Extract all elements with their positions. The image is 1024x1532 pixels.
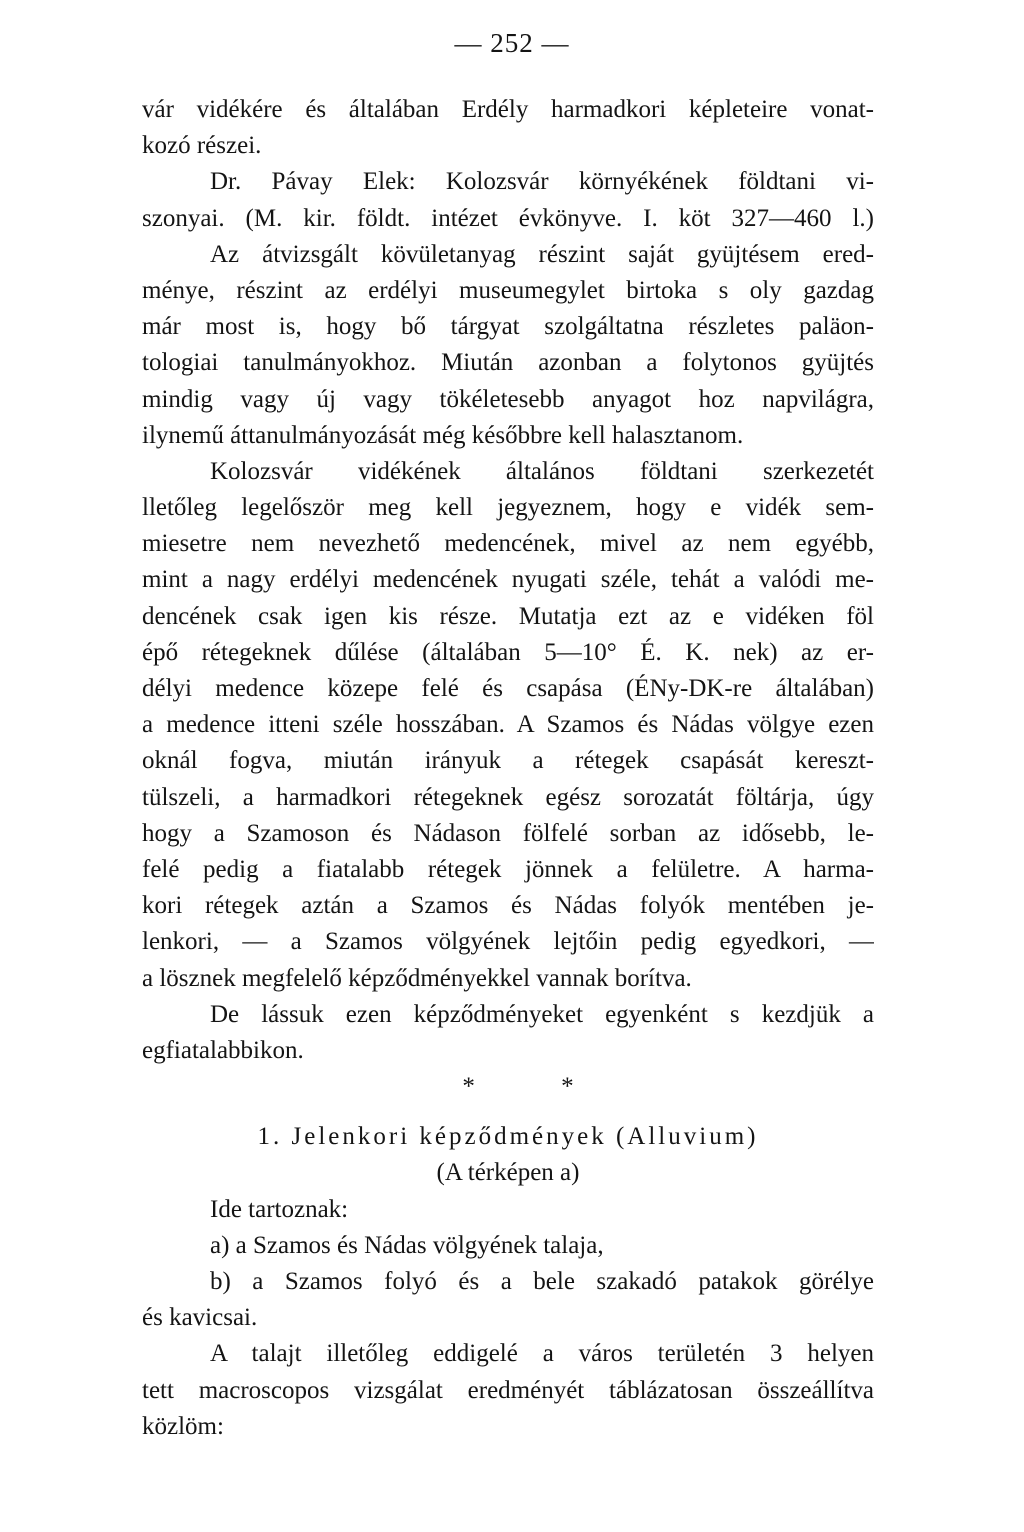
text-line: Kolozsvár vidékének általános földtani szerkezetét bbox=[210, 457, 874, 485]
text-line: mindig vagy új vagy tökéletesebb anyagot hoz napvilágra, bbox=[142, 385, 874, 413]
text-line: mint a nagy erdélyi medencének nyugati széle, tehát a valódi me- bbox=[142, 566, 874, 594]
text-line: a) a Szamos és Nádas völgyének talaja, bbox=[210, 1231, 604, 1259]
text-line: tett macroscopos vizsgálat eredményét táblázatosan összeállítva bbox=[142, 1376, 874, 1404]
text-line: tülszeli, a harmadkori rétegeknek egész sorozatát föltárja, úgy bbox=[142, 783, 874, 811]
text-line: Dr. Pávay Elek: Kolozsvár környékének földtani vi- bbox=[210, 168, 874, 196]
body-text bbox=[142, 92, 874, 1445]
text-line: lletőleg legelőször meg kell jegyeznem, hogy e vidék sem- bbox=[142, 494, 874, 522]
text-line: épő rétegeknek dűlése (általában 5—10° É. K. nek) az er- bbox=[142, 638, 874, 666]
text-line: kori rétegek aztán a Szamos és Nádas folyók mentében je- bbox=[142, 892, 874, 920]
text-line: ilynemű áttanulmányozását még későbbre kell halasztanom. bbox=[142, 421, 744, 449]
text-line: közlöm: bbox=[142, 1412, 224, 1440]
page-number: — 252 — bbox=[454, 28, 570, 58]
text-line: hogy a Szamoson és Nádason fölfelé sorban az idősebb, le- bbox=[142, 819, 874, 847]
text-line: ménye, részint az erdélyi museumegylet birtoka s oly gazdag bbox=[142, 276, 874, 304]
section-separator: * * bbox=[462, 1073, 574, 1101]
text-line: felé pedig a fiatalabb rétegek jönnek a felületre. A harma- bbox=[142, 855, 874, 883]
text-line: Az átvizsgált kövületanyag részint saját gyüjtésem ered- bbox=[210, 240, 874, 268]
section-heading: 1. Jelenkori képződmények (Alluvium) bbox=[257, 1123, 759, 1151]
text-line: már most is, hogy bő tárgyat szolgáltatna részletes paläon- bbox=[142, 313, 874, 341]
text-line: De lássuk ezen képződményeket egyenként s kezdjük a bbox=[210, 1000, 874, 1028]
text-line: vár vidékére és általában Erdély harmadkori képleteire vonat- bbox=[142, 96, 874, 123]
text-line: oknál fogva, miután irányuk a rétegek csapását kereszt- bbox=[142, 747, 874, 775]
text-line: délyi medence közepe felé és csapása (ÉNy-DK-re általában) bbox=[142, 675, 874, 702]
section-subheading: (A térképen a) bbox=[436, 1159, 580, 1187]
spacer bbox=[142, 1105, 874, 1119]
text-line: a medence itteni széle hosszában. A Szamos és Nádas völgye ezen bbox=[142, 711, 874, 739]
paragraph-lines bbox=[142, 92, 874, 1069]
text-line: miesetre nem nevezhető medencének, mivel az nem egyébb, bbox=[142, 530, 874, 558]
text-line: a lösznek megfelelő képződményekkel vannak borítva. bbox=[142, 964, 692, 992]
text-line: és kavicsai. bbox=[142, 1304, 258, 1332]
text-line: A talajt illetőleg eddigelé a város területén 3 helyen bbox=[210, 1340, 874, 1368]
text-line: szonyai. (M. kir. földt. intézet évkönyve. I. köt 327—460 l.) bbox=[142, 204, 874, 232]
text-line: kozó részei. bbox=[142, 132, 262, 160]
section-lines bbox=[142, 1192, 874, 1445]
text-line: egfiatalabbikon. bbox=[142, 1036, 304, 1064]
text-line: tologiai tanulmányokhoz. Miután azonban a folytonos gyüjtés bbox=[142, 349, 874, 377]
text-line: lenkori, — a Szamos völgyének lejtőin pedig egyedkori, — bbox=[142, 928, 874, 956]
text-line: Ide tartoznak: bbox=[210, 1195, 349, 1223]
text-line: b) a Szamos folyó és a bele szakadó patakok görélye bbox=[210, 1268, 874, 1295]
text-line: dencének csak igen kis része. Mutatja ezt az e vidéken föl bbox=[142, 602, 874, 630]
